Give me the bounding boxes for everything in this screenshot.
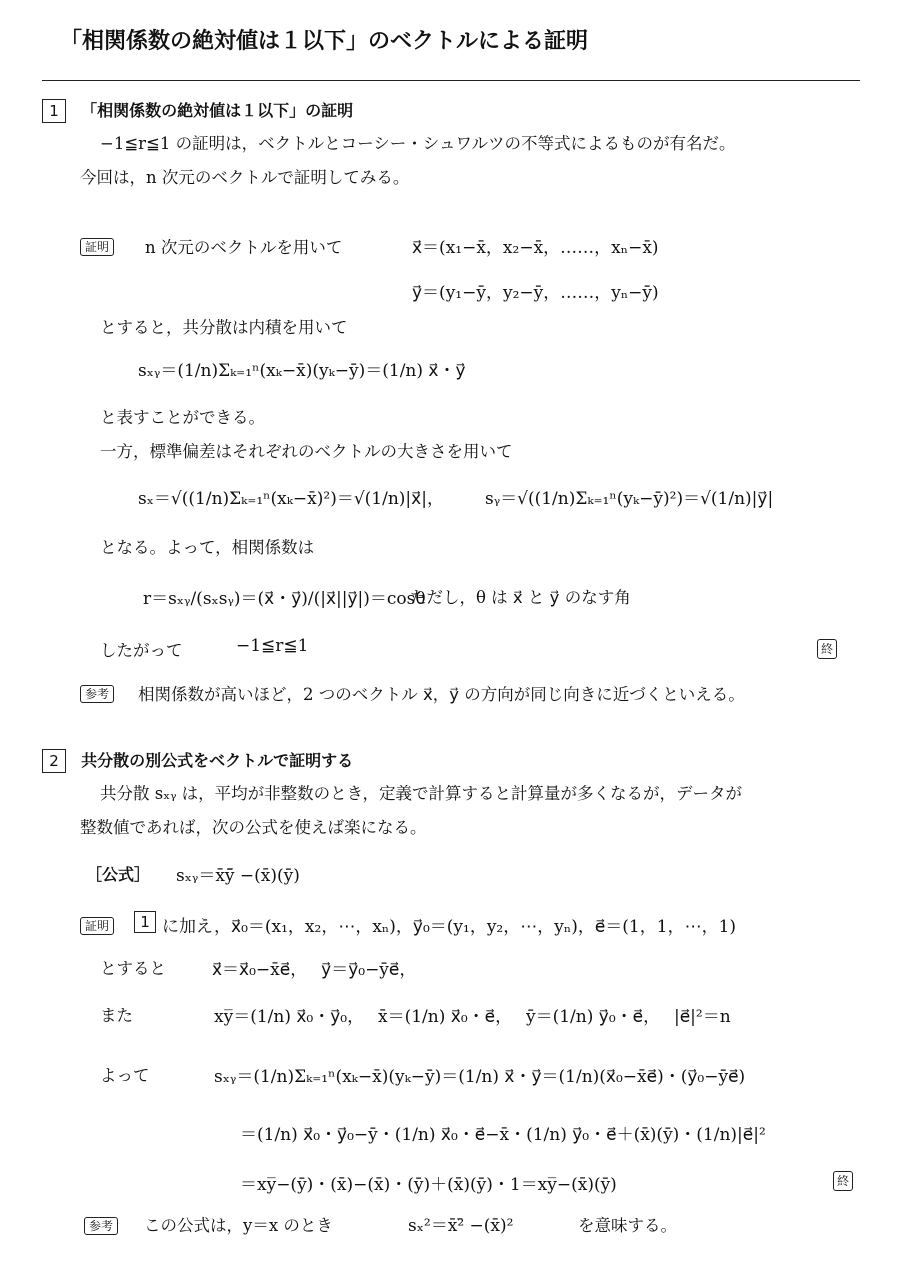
section1-end <box>817 638 837 659</box>
section2-reference-equation: sₓ²＝x̄²̄ −(x̄)² <box>408 1216 514 1236</box>
reference-box-1: 1 <box>134 911 156 933</box>
section1-proof-tag <box>80 236 114 256</box>
label-also: また <box>100 1006 133 1025</box>
equation-also: xy̅＝(1/n) x⃗₀・y⃗₀， x̄＝(1/n) x⃗₀・e⃗， ȳ＝(1/n) y⃗₀・e⃗， |e⃗|²＝n <box>214 1007 731 1027</box>
equation-hence-line2: ＝(1/n) x⃗₀・y⃗₀−ȳ・(1/n) x⃗₀・e⃗−x̄・(1/n) y⃗₀・e⃗＋(x̄)(ȳ)・(1/n)|e⃗|² <box>240 1125 766 1145</box>
label-then: とすると <box>100 959 166 978</box>
section2-ref-tag <box>84 1215 118 1235</box>
section1-reference-text: 相関係数が高いほど，2 つのベクトル x⃗，y⃗ の方向が同じ向きに近づくといえる。 <box>138 685 745 704</box>
vector-y-definition: y⃗＝(y₁−ȳ，y₂−ȳ，……，yₙ−ȳ) <box>412 283 659 303</box>
proof-tag: 証明 <box>80 917 114 935</box>
equation-result: −1≦r≦1 <box>236 636 309 656</box>
text-therefore: したがって <box>100 641 183 660</box>
label-hence: よって <box>100 1066 150 1085</box>
equation-hence-line1: sₓᵧ＝(1/n)Σₖ₌₁ⁿ(xₖ−x̄)(yₖ−ȳ)＝(1/n) x⃗・y⃗＝(1/n)(x⃗₀−x̄e⃗)・(y⃗₀−ȳe⃗) <box>214 1067 746 1087</box>
section2-number: 2 <box>42 749 66 773</box>
end-mark: 終 <box>817 639 837 659</box>
text-thus: となる。よって，相関係数は <box>100 538 315 557</box>
formula-covariance: sₓᵧ＝x̄ȳ̄ −(x̄)(ȳ) <box>176 866 300 886</box>
end-mark: 終 <box>833 1171 853 1191</box>
text-std-lead: 一方，標準偏差はそれぞれのベクトルの大きさを用いて <box>100 442 513 461</box>
section2-proof-tag <box>80 915 114 935</box>
section1-number: 1 <box>42 99 66 123</box>
text-covariance-lead: とすると，共分散は内積を用いて <box>100 318 348 337</box>
section2-end <box>833 1170 853 1191</box>
section2-intro-line2: 整数値であれば，次の公式を使えば楽になる。 <box>80 818 427 837</box>
section2-intro-line1: 共分散 sₓᵧ は，平均が非整数のとき，定義で計算すると計算量が多くなるが，データが <box>100 784 743 803</box>
equation-r: r＝sₓᵧ/(sₓsᵧ)＝(x⃗・y⃗)/(|x⃗||y⃗|)＝cosθ <box>143 589 426 609</box>
section2-heading: 共分散の別公式をベクトルで証明する <box>81 751 354 770</box>
section2-header <box>42 748 353 773</box>
equation-then: x⃗＝x⃗₀−x̄e⃗， y⃗＝y⃗₀−ȳe⃗， <box>212 960 417 980</box>
title-divider <box>42 80 860 81</box>
section1-heading: 「相関係数の絶対値は１以下」の証明 <box>81 101 354 120</box>
reference-tag: 参考 <box>80 685 114 703</box>
page-title: 「相関係数の絶対値は１以下」のベクトルによる証明 <box>60 29 589 54</box>
section1-proof-lead: n 次元のベクトルを用いて <box>145 238 343 257</box>
equation-hence-line3: ＝xy̅−(ȳ)・(x̄)−(x̄)・(ȳ)＋(x̄)(ȳ)・1＝xy̅−(x̄)(ȳ) <box>240 1175 617 1195</box>
section2-reference-text-b: を意味する。 <box>578 1216 677 1235</box>
equation-sx: sₓ＝√((1/n)Σₖ₌₁ⁿ(xₖ−x̄)²)＝√(1/n)|x⃗|， <box>138 489 444 509</box>
section2-ref-box <box>134 911 156 933</box>
equation-sy: sᵧ＝√((1/n)Σₖ₌₁ⁿ(yₖ−ȳ)²)＝√(1/n)|y⃗| <box>485 489 774 509</box>
equation-covariance: sₓᵧ＝(1/n)Σₖ₌₁ⁿ(xₖ−x̄)(yₖ−ȳ)＝(1/n) x⃗・y⃗ <box>138 361 466 381</box>
text-express: と表すことができる。 <box>100 408 265 427</box>
vector-x-definition: x⃗＝(x₁−x̄，x₂−x̄，……，xₙ−x̄) <box>412 238 659 258</box>
section1-intro-line1: −1≦r≦1 の証明は，ベクトルとコーシー・シュワルツの不等式によるものが有名だ。 <box>100 134 736 153</box>
formula-label: ［公式］ <box>86 865 151 884</box>
reference-tag: 参考 <box>84 1217 118 1235</box>
equation-r-note: ただし，θ は x⃗ と y⃗ のなす角 <box>410 588 631 607</box>
section2-proof-line1: に加え，x⃗₀＝(x₁，x₂，⋯，xₙ)，y⃗₀＝(y₁，y₂，⋯，yₙ)，e⃗＝(1，1，⋯，1) <box>162 917 737 937</box>
proof-tag: 証明 <box>80 238 114 256</box>
section1-intro-line2: 今回は，n 次元のベクトルで証明してみる。 <box>80 168 410 187</box>
section2-reference-text-a: この公式は，y＝x のとき <box>144 1216 333 1235</box>
section1-header <box>42 98 353 123</box>
section1-ref-tag <box>80 683 114 703</box>
